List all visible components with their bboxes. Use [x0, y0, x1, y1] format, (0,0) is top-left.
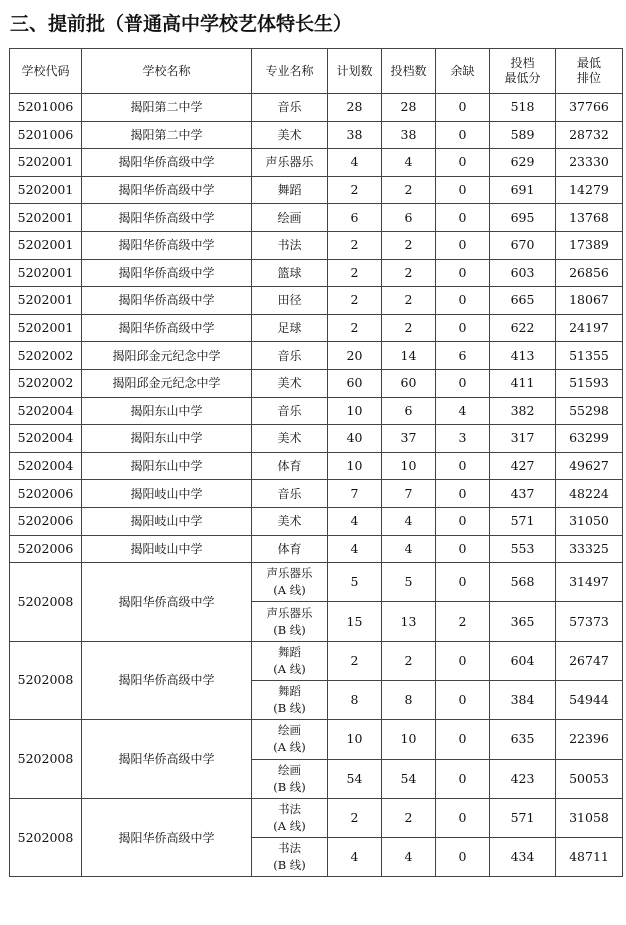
cell-filed: 10 — [382, 452, 436, 480]
table-row — [10, 287, 623, 315]
cell-school: 揭阳第二中学 — [82, 94, 252, 122]
cell-vacancy: 4 — [436, 397, 490, 425]
cell-filed: 14 — [382, 342, 436, 370]
cell-vacancy: 0 — [436, 720, 490, 759]
cell-school: 揭阳邱金元纪念中学 — [82, 369, 252, 397]
cell-min-score: 603 — [490, 259, 556, 287]
cell-school: 揭阳第二中学 — [82, 121, 252, 149]
cell-school: 揭阳华侨高级中学 — [82, 176, 252, 204]
page-title: 三、提前批（普通高中学校艺体特长生） — [10, 13, 353, 35]
cell-min-score: 437 — [490, 480, 556, 508]
cell-vacancy: 3 — [436, 425, 490, 453]
cell-major: 田径 — [252, 287, 328, 315]
cell-min-rank: 26747 — [556, 641, 623, 680]
cell-major: 书法 — [252, 231, 328, 259]
cell-vacancy: 0 — [436, 535, 490, 563]
cell-school: 揭阳华侨高级中学 — [82, 563, 252, 642]
cell-school: 揭阳岐山中学 — [82, 507, 252, 535]
cell-code: 5202008 — [10, 563, 82, 642]
cell-plan: 8 — [328, 680, 382, 719]
cell-min-rank: 31050 — [556, 507, 623, 535]
cell-min-rank: 26856 — [556, 259, 623, 287]
cell-filed: 2 — [382, 314, 436, 342]
table-body — [10, 94, 623, 877]
cell-min-rank: 13768 — [556, 204, 623, 232]
table-row — [10, 641, 623, 680]
cell-min-rank: 22396 — [556, 720, 623, 759]
cell-plan: 10 — [328, 720, 382, 759]
cell-plan: 4 — [328, 535, 382, 563]
cell-filed: 2 — [382, 287, 436, 315]
cell-min-score: 622 — [490, 314, 556, 342]
cell-plan: 40 — [328, 425, 382, 453]
cell-filed: 4 — [382, 507, 436, 535]
cell-plan: 2 — [328, 259, 382, 287]
cell-min-score: 384 — [490, 680, 556, 719]
cell-major: 音乐 — [252, 94, 328, 122]
cell-min-score: 571 — [490, 507, 556, 535]
cell-min-rank: 18067 — [556, 287, 623, 315]
cell-major-name: 绘画 — [278, 723, 301, 738]
cell-min-score: 382 — [490, 397, 556, 425]
cell-filed: 13 — [382, 602, 436, 641]
cell-school: 揭阳东山中学 — [82, 425, 252, 453]
cell-plan: 10 — [328, 452, 382, 480]
cell-plan: 2 — [328, 798, 382, 837]
cell-major-name: 声乐器乐 — [266, 605, 313, 620]
table-row — [10, 535, 623, 563]
cell-code: 5202006 — [10, 535, 82, 563]
col-header-major: 专业名称 — [252, 49, 328, 94]
cell-min-rank: 23330 — [556, 149, 623, 177]
col-header-min-score — [490, 49, 556, 94]
cell-filed: 38 — [382, 121, 436, 149]
admission-table — [9, 48, 623, 877]
cell-major-line: (A 线) — [273, 740, 306, 755]
col-header-min-rank-line2: 排位 — [576, 71, 601, 85]
cell-school: 揭阳东山中学 — [82, 452, 252, 480]
cell-filed: 54 — [382, 759, 436, 798]
table-row — [10, 121, 623, 149]
cell-min-rank: 14279 — [556, 176, 623, 204]
cell-major: 美术 — [252, 425, 328, 453]
cell-code: 5202001 — [10, 287, 82, 315]
cell-vacancy: 0 — [436, 563, 490, 602]
cell-vacancy: 0 — [436, 204, 490, 232]
table-row — [10, 176, 623, 204]
table-row — [10, 204, 623, 232]
cell-code: 5202001 — [10, 259, 82, 287]
cell-min-rank: 33325 — [556, 535, 623, 563]
table-row — [10, 397, 623, 425]
cell-school: 揭阳岐山中学 — [82, 535, 252, 563]
cell-major — [252, 602, 328, 641]
cell-min-score: 571 — [490, 798, 556, 837]
cell-filed: 6 — [382, 397, 436, 425]
cell-plan: 20 — [328, 342, 382, 370]
cell-min-rank: 57373 — [556, 602, 623, 641]
cell-major-line: (A 线) — [273, 583, 306, 598]
cell-major-name: 声乐器乐 — [266, 566, 313, 581]
cell-min-score: 670 — [490, 231, 556, 259]
cell-major-line: (B 线) — [273, 779, 306, 794]
cell-code: 5202006 — [10, 507, 82, 535]
cell-filed: 4 — [382, 838, 436, 877]
cell-school: 揭阳岐山中学 — [82, 480, 252, 508]
table-row — [10, 480, 623, 508]
cell-code: 5202008 — [10, 641, 82, 720]
cell-vacancy: 0 — [436, 759, 490, 798]
cell-filed: 28 — [382, 94, 436, 122]
col-header-min-score-line1: 投档 — [510, 56, 535, 70]
cell-vacancy: 0 — [436, 838, 490, 877]
cell-min-score: 413 — [490, 342, 556, 370]
cell-min-rank: 49627 — [556, 452, 623, 480]
cell-filed: 2 — [382, 231, 436, 259]
cell-plan: 2 — [328, 287, 382, 315]
table-row — [10, 369, 623, 397]
col-header-filed: 投档数 — [382, 49, 436, 94]
header-row — [10, 49, 623, 94]
cell-code: 5201006 — [10, 121, 82, 149]
table-row — [10, 314, 623, 342]
cell-plan: 60 — [328, 369, 382, 397]
cell-vacancy: 0 — [436, 507, 490, 535]
cell-min-score: 589 — [490, 121, 556, 149]
table-row — [10, 452, 623, 480]
cell-filed: 2 — [382, 641, 436, 680]
cell-vacancy: 0 — [436, 369, 490, 397]
cell-code: 5202001 — [10, 149, 82, 177]
cell-major: 声乐器乐 — [252, 149, 328, 177]
cell-filed: 10 — [382, 720, 436, 759]
cell-code: 5202001 — [10, 231, 82, 259]
cell-school: 揭阳华侨高级中学 — [82, 641, 252, 720]
cell-min-rank: 54944 — [556, 680, 623, 719]
cell-vacancy: 0 — [436, 259, 490, 287]
cell-filed: 2 — [382, 798, 436, 837]
cell-filed: 7 — [382, 480, 436, 508]
col-header-min-rank — [556, 49, 623, 94]
cell-major-name: 舞蹈 — [278, 684, 301, 699]
cell-major — [252, 680, 328, 719]
cell-major-name: 书法 — [278, 841, 301, 856]
cell-min-score: 411 — [490, 369, 556, 397]
cell-school: 揭阳华侨高级中学 — [82, 231, 252, 259]
cell-school: 揭阳华侨高级中学 — [82, 798, 252, 877]
cell-major-name: 绘画 — [278, 762, 301, 777]
cell-plan: 5 — [328, 563, 382, 602]
cell-major — [252, 798, 328, 837]
cell-min-rank: 24197 — [556, 314, 623, 342]
cell-vacancy: 0 — [436, 287, 490, 315]
cell-major-line: (B 线) — [273, 858, 306, 873]
cell-code: 5202006 — [10, 480, 82, 508]
cell-plan: 2 — [328, 641, 382, 680]
cell-min-score: 427 — [490, 452, 556, 480]
col-header-vacancy: 余缺 — [436, 49, 490, 94]
cell-min-score: 604 — [490, 641, 556, 680]
cell-filed: 4 — [382, 149, 436, 177]
cell-major: 美术 — [252, 507, 328, 535]
cell-vacancy: 0 — [436, 231, 490, 259]
cell-min-rank: 48224 — [556, 480, 623, 508]
cell-major — [252, 641, 328, 680]
cell-vacancy: 0 — [436, 641, 490, 680]
cell-school: 揭阳华侨高级中学 — [82, 287, 252, 315]
cell-major: 美术 — [252, 121, 328, 149]
cell-min-rank: 51355 — [556, 342, 623, 370]
cell-code: 5201006 — [10, 94, 82, 122]
cell-plan: 6 — [328, 204, 382, 232]
cell-min-score: 423 — [490, 759, 556, 798]
cell-major-line: (B 线) — [273, 701, 306, 716]
cell-code: 5202002 — [10, 342, 82, 370]
cell-plan: 15 — [328, 602, 382, 641]
cell-min-rank: 55298 — [556, 397, 623, 425]
cell-vacancy: 6 — [436, 342, 490, 370]
cell-major-line: (A 线) — [273, 661, 306, 676]
cell-school: 揭阳华侨高级中学 — [82, 314, 252, 342]
cell-major: 舞蹈 — [252, 176, 328, 204]
cell-major — [252, 759, 328, 798]
cell-major: 音乐 — [252, 480, 328, 508]
cell-min-score: 553 — [490, 535, 556, 563]
cell-filed: 5 — [382, 563, 436, 602]
table-row — [10, 149, 623, 177]
cell-min-rank: 37766 — [556, 94, 623, 122]
cell-major-name: 书法 — [278, 802, 301, 817]
cell-major: 音乐 — [252, 342, 328, 370]
cell-min-score: 695 — [490, 204, 556, 232]
col-header-min-rank-line1: 最低 — [576, 56, 601, 70]
cell-min-score: 317 — [490, 425, 556, 453]
table-row — [10, 231, 623, 259]
col-header-school: 学校名称 — [82, 49, 252, 94]
cell-major-name: 舞蹈 — [278, 644, 301, 659]
cell-school: 揭阳华侨高级中学 — [82, 720, 252, 799]
cell-plan: 4 — [328, 507, 382, 535]
cell-code: 5202008 — [10, 720, 82, 799]
cell-min-score: 365 — [490, 602, 556, 641]
cell-code: 5202002 — [10, 369, 82, 397]
cell-code: 5202001 — [10, 204, 82, 232]
cell-vacancy: 0 — [436, 149, 490, 177]
cell-code: 5202001 — [10, 314, 82, 342]
cell-filed: 60 — [382, 369, 436, 397]
cell-major-line: (A 线) — [273, 819, 306, 834]
cell-plan: 4 — [328, 149, 382, 177]
cell-vacancy: 0 — [436, 798, 490, 837]
cell-major: 足球 — [252, 314, 328, 342]
cell-min-rank: 28732 — [556, 121, 623, 149]
cell-major: 体育 — [252, 452, 328, 480]
cell-plan: 10 — [328, 397, 382, 425]
table-row — [10, 94, 623, 122]
cell-min-rank: 51593 — [556, 369, 623, 397]
cell-min-rank: 50053 — [556, 759, 623, 798]
cell-filed: 6 — [382, 204, 436, 232]
cell-min-score: 518 — [490, 94, 556, 122]
cell-school: 揭阳东山中学 — [82, 397, 252, 425]
cell-major-line: (B 线) — [273, 622, 306, 637]
cell-vacancy: 0 — [436, 314, 490, 342]
cell-major: 音乐 — [252, 397, 328, 425]
cell-plan: 54 — [328, 759, 382, 798]
cell-min-score: 568 — [490, 563, 556, 602]
cell-min-score: 635 — [490, 720, 556, 759]
cell-school: 揭阳华侨高级中学 — [82, 259, 252, 287]
cell-min-score: 665 — [490, 287, 556, 315]
table-row — [10, 259, 623, 287]
cell-code: 5202004 — [10, 425, 82, 453]
cell-school: 揭阳邱金元纪念中学 — [82, 342, 252, 370]
table-row — [10, 425, 623, 453]
col-header-plan: 计划数 — [328, 49, 382, 94]
cell-code: 5202008 — [10, 798, 82, 877]
cell-vacancy: 0 — [436, 94, 490, 122]
cell-major: 美术 — [252, 369, 328, 397]
cell-min-rank: 31058 — [556, 798, 623, 837]
table-row — [10, 798, 623, 837]
cell-major — [252, 720, 328, 759]
cell-filed: 4 — [382, 535, 436, 563]
cell-filed: 8 — [382, 680, 436, 719]
cell-major — [252, 838, 328, 877]
cell-school: 揭阳华侨高级中学 — [82, 149, 252, 177]
cell-code: 5202001 — [10, 176, 82, 204]
cell-vacancy: 0 — [436, 480, 490, 508]
table-row — [10, 342, 623, 370]
cell-major — [252, 563, 328, 602]
cell-plan: 38 — [328, 121, 382, 149]
cell-vacancy: 0 — [436, 121, 490, 149]
cell-min-rank: 17389 — [556, 231, 623, 259]
cell-code: 5202004 — [10, 452, 82, 480]
cell-min-score: 629 — [490, 149, 556, 177]
cell-filed: 2 — [382, 259, 436, 287]
table-row — [10, 720, 623, 759]
cell-plan: 28 — [328, 94, 382, 122]
table-row — [10, 563, 623, 602]
cell-vacancy: 2 — [436, 602, 490, 641]
cell-min-rank: 48711 — [556, 838, 623, 877]
cell-vacancy: 0 — [436, 452, 490, 480]
cell-plan: 2 — [328, 231, 382, 259]
cell-min-score: 434 — [490, 838, 556, 877]
cell-filed: 2 — [382, 176, 436, 204]
cell-major: 绘画 — [252, 204, 328, 232]
cell-school: 揭阳华侨高级中学 — [82, 204, 252, 232]
cell-min-score: 691 — [490, 176, 556, 204]
cell-min-rank: 31497 — [556, 563, 623, 602]
col-header-code: 学校代码 — [10, 49, 82, 94]
cell-min-rank: 63299 — [556, 425, 623, 453]
cell-vacancy: 0 — [436, 680, 490, 719]
cell-vacancy: 0 — [436, 176, 490, 204]
cell-plan: 4 — [328, 838, 382, 877]
table-row — [10, 507, 623, 535]
cell-plan: 7 — [328, 480, 382, 508]
cell-code: 5202004 — [10, 397, 82, 425]
col-header-min-score-line2: 最低分 — [504, 71, 541, 85]
cell-major: 体育 — [252, 535, 328, 563]
cell-filed: 37 — [382, 425, 436, 453]
cell-major: 篮球 — [252, 259, 328, 287]
cell-plan: 2 — [328, 314, 382, 342]
cell-plan: 2 — [328, 176, 382, 204]
